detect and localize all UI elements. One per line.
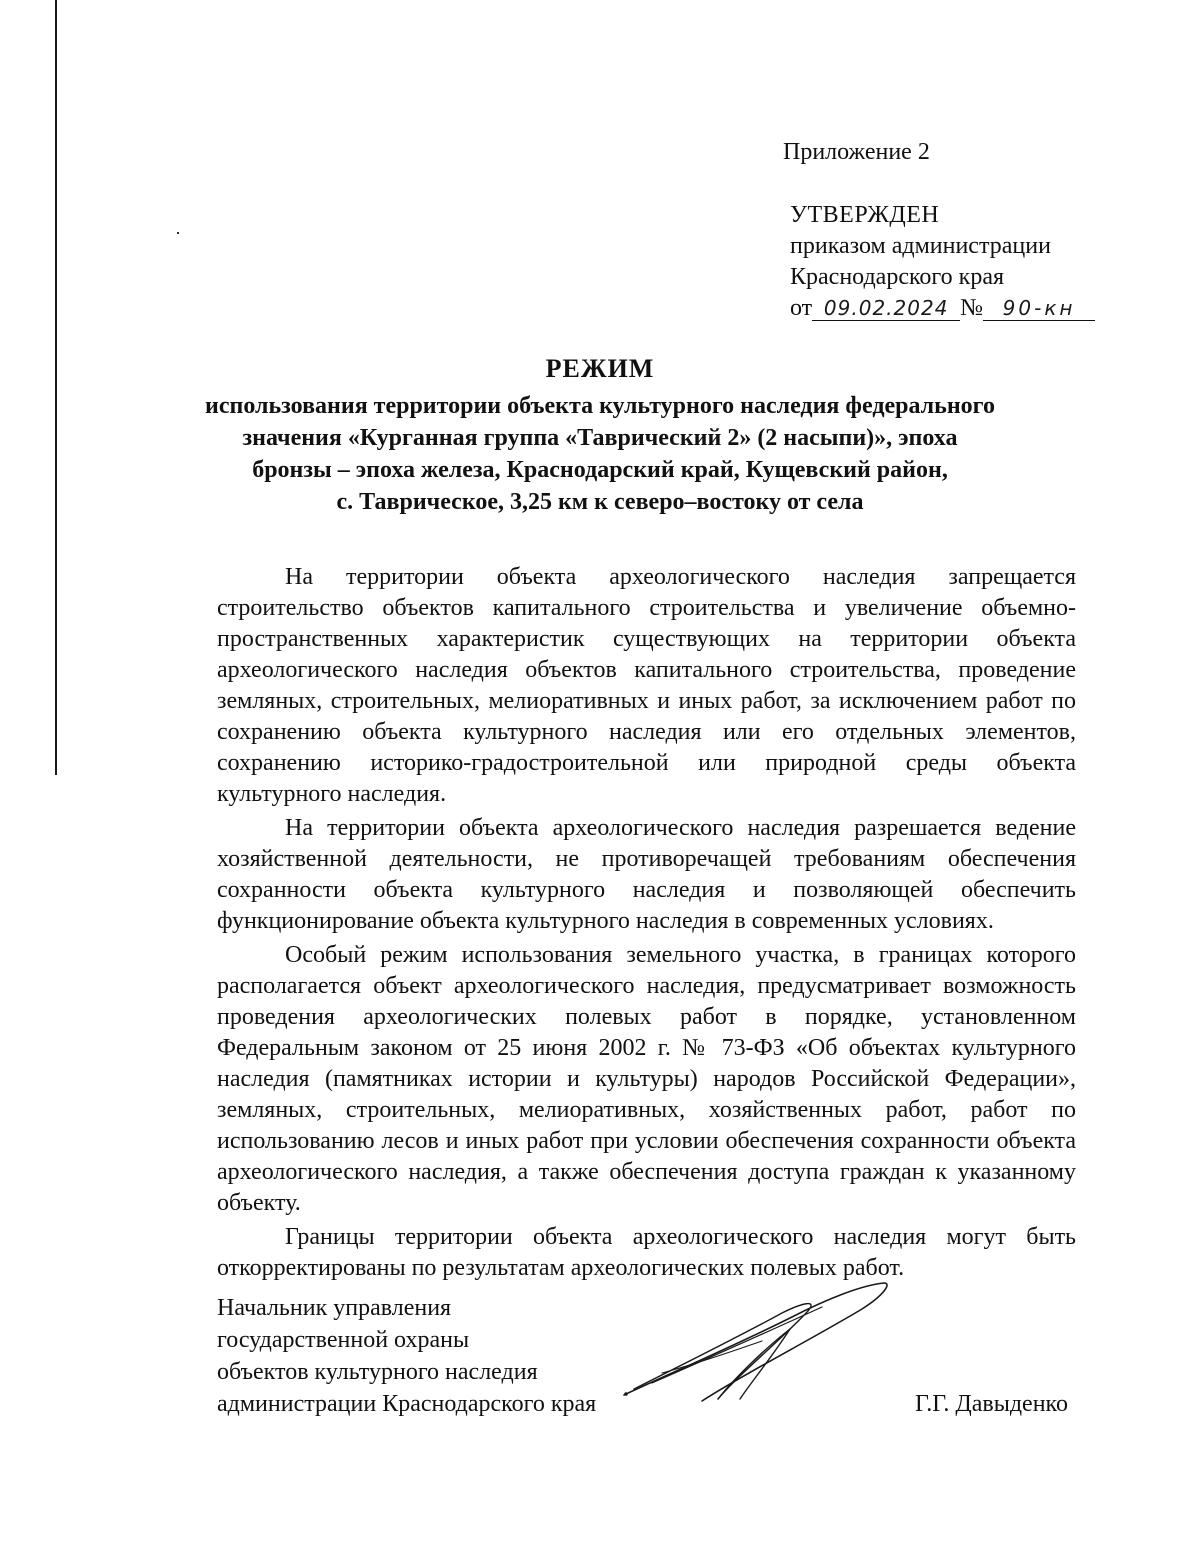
document-subtitle — [170, 390, 1030, 518]
title-block — [170, 352, 1030, 518]
paragraph-special-regime: Особый режим использования земельного участка, в границах которого располагается объект археологического наследия, предусматривает возможность проведения археологических полевых работ в порядке, установленном Федеральным законом от 25 июня 2002 г. № 73-ФЗ «Об объектах культурного наследия (памятниках истории и культуры) народов Российской Федерации», земляных, строительных, мелиоративных, хозяйственных работ, работ по использованию лесов и иных работ при условии обеспечения сохранности объекта археологического наследия, а также обеспечения доступа граждан к указанному объекту. — [217, 942, 1076, 1216]
paragraph-boundaries: Границы территории объекта археологического наследия могут быть откорректированы по результатам археологических полевых работ. — [217, 1224, 1076, 1281]
date-prefix: от — [790, 295, 813, 321]
appendix-label: Приложение 2 — [783, 139, 930, 165]
approved-by-line-1: приказом администрации — [790, 233, 1051, 259]
body-text — [217, 562, 1076, 1287]
subtitle-line: бронзы – эпоха железа, Краснодарский край, Кущевский район, — [252, 457, 948, 483]
scan-speck — [177, 232, 179, 234]
order-date-handwritten: 09.02.2024 — [812, 296, 960, 321]
subtitle-line: значения «Курганная группа «Таврический 2» (2 насыпи)», эпоха — [242, 425, 958, 451]
position-line: объектов культурного наследия — [217, 1359, 538, 1385]
paragraph-permitted-activity: На территории объекта археологического наследия разрешается ведение хозяйственной деятельности, не противоречащей требованиям обеспечения сохранности объекта культурного наследия и позволяющей обеспечить функционирование объекта культурного наследия в современных условиях. — [217, 815, 1076, 934]
scan-edge-line — [55, 0, 57, 775]
order-date-number-line — [790, 293, 1095, 324]
subtitle-line: использования территории объекта культурного наследия федерального — [205, 393, 995, 419]
subtitle-line: с. Таврическое, 3,25 км к северо–востоку от села — [336, 489, 864, 515]
order-number-handwritten: 90-кн — [983, 296, 1095, 321]
document-title: РЕЖИМ — [545, 354, 655, 383]
position-line: Начальник управления — [217, 1295, 452, 1321]
signatory-name: Г.Г. Давыденко — [915, 1391, 1068, 1417]
approval-block — [790, 200, 1095, 324]
paragraph-prohibitions: На территории объекта археологического наследия запрещается строительство объектов капитального строительства и увеличение объемно-пространственных характеристик существующих на территории объекта археологического наследия объектов капитального строительства, проведение земляных, строительных, мелиоративных и иных работ, за исключением работ по сохранению объекта культурного наследия или его отдельных элементов, сохранению историко-градостроительной или природной среды объекта культурного наследия. — [217, 564, 1076, 807]
position-line: государственной охраны — [217, 1327, 470, 1353]
approved-by-line-2: Краснодарского края — [790, 264, 1005, 290]
position-line: администрации Краснодарского края — [217, 1391, 597, 1417]
approved-stamp-text: УТВЕРЖДЕН — [790, 202, 940, 228]
handwritten-signature-icon — [622, 1277, 892, 1407]
number-sign: № — [960, 295, 984, 321]
signature-block — [217, 1292, 1076, 1420]
